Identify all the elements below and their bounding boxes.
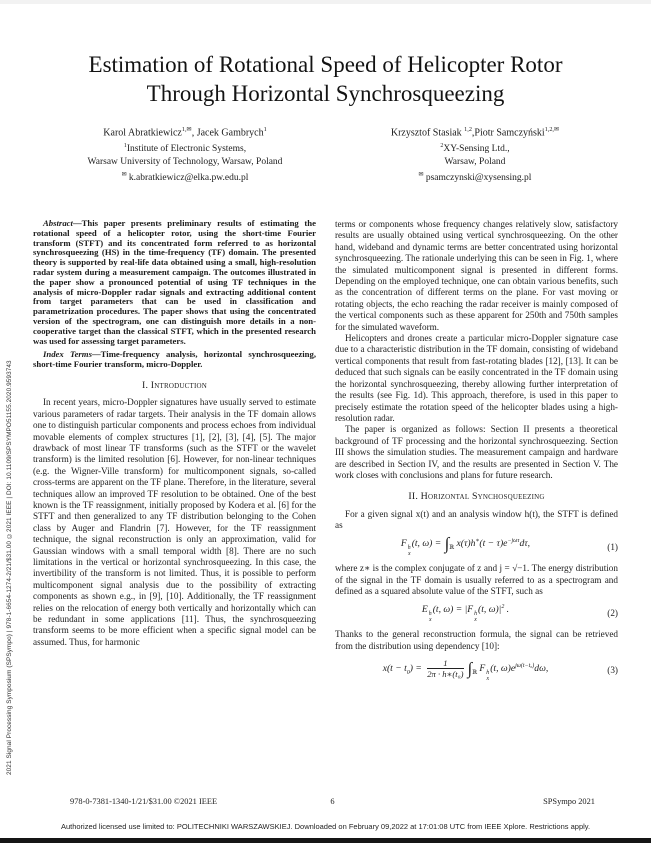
abstract-paragraph <box>33 219 316 346</box>
stft-intro-paragraph: For a given signal x(t) and an analysis window h(t), the STFT is defined as <box>335 508 618 531</box>
affiliation-left-line1: $^1$Institute of Electronic Systems, <box>123 143 247 155</box>
footer-row <box>70 797 595 806</box>
paper-title-line1: Estimation of Rotational Speed of Helicopter Rotor <box>88 52 563 77</box>
email-left: ✉ k.abratkiewicz@elka.pw.edu.pl <box>121 171 249 184</box>
equation-3-row <box>335 658 618 683</box>
introduction-continuation-paragraph: terms or components whose frequency changes relatively slow, satisfactory results are usually obtained using vertical synchrosqueezing. On the other hand, wideband and dynamic terms are better concentrated using horizontal synchrosqueezing. The rationale underlying this can be seen in Fig. 1, where the simulated multicomponent signal is presented in different forms. Depending on the employed technique, one can obtain various benefits, such as the concentration of different terms on the plane. For vast moving or rotating objects, the echo reaching the radar receiver is mainly composed of the vertical components such as these apparent for 250th and 750th samples for the simulated waveform. <box>335 219 618 332</box>
paper-title-line2: Through Horizontal Synchrosqueezing <box>146 81 505 106</box>
reconstruction-paragraph: Thanks to the general reconstruction formula, the signal can be retrieved from the distribution using dependency [10]: <box>335 629 618 651</box>
spectrogram-paragraph: where z∗ is the complex conjugate of z and j = √−1. The energy distribution of the signal in the TF domain is usually referred to as a spectrogram and defined as a squared absolute value of the STFT, such as <box>335 563 618 597</box>
footer-page-number: 6 <box>330 797 335 806</box>
right-column <box>335 219 618 689</box>
email-right: ✉ psamczynski@xysensing.pl <box>418 171 532 184</box>
equation-2: E h x (t, ω) = |F h x (t, $\omega)|^2$ . <box>421 603 510 623</box>
equation-1: F h x (t, $\omega) = \int_ℝ$ $x(\tau)h^∗(t - \tau)e^{-j\omega\tau}d\tau$, <box>400 533 531 557</box>
paper-title <box>0 50 651 108</box>
equation-3-number: (3) <box>607 664 618 675</box>
author-block-left <box>40 124 330 185</box>
footer-conference: SPSympo 2021 <box>543 797 595 806</box>
section-heading-horizontal-synchrosqueezing: II. Horizontal Synchosqueezing <box>408 491 545 503</box>
license-notice: Authorized licensed use limited to: POLITECHNIKI WARSZAWSKIEJ. Downloaded on February 09,2022 at 17:01:08 UTC from IEEE Xplore. Restrictions apply. <box>60 822 591 831</box>
abstract-text: —This paper presents preliminary results of estimating the rotational speed of a helicopter rotor, using the short-time Fourier transform (STFT) and its concentrated form referred to as horizontal synchrosqueezing (HS) in the time-frequency (TF) domain. The presented theory is supported by real-life data obtained using a small, high-resolution radar system during a measurement campaign. The outcomes illustrated in the paper show a pronounced potential of using TF techniques in the analysis of micro-Doppler radar signals and extracting additional content from target parameters that can be used in classification and parametrization procedures. The paper shows that using the concentrated version of the spectrogram, one can distinguish more details in a non-cooperative target than the classical STFT, which in the presented research was used for assessing target parameters. <box>33 218 316 346</box>
affiliation-right-line2: Warsaw, Poland <box>444 157 506 168</box>
section-heading-introduction: I. Introduction <box>141 379 208 391</box>
equation-1-row <box>335 533 618 558</box>
page-top-strip <box>0 0 651 4</box>
footer-isbn: 978-0-7381-1340-1/21/$31.00 ©2021 IEEE <box>70 797 218 806</box>
left-column <box>33 219 316 689</box>
author-block-right <box>330 124 620 185</box>
index-terms-text: —Time-frequency analysis, horizontal synchrosqueezing, short-time Fourier transform, micro-Doppler. <box>33 349 316 370</box>
equation-3: $x(t - t_0)$ = $\frac{1}{\text{2π · h∗(t₀)}}$ $\int_ℝ$ F h x (t, $\omega)e^{j\omega(t-t_0)}d\omega$, <box>382 658 549 682</box>
equation-2-number: (2) <box>607 607 618 618</box>
helicopters-paragraph: Helicopters and drones create a particular micro-Doppler signature case due to a characteristic distribution in the TF domain, consisting of wideband vertical components that result from fast-rotating blades [12], [13]. It can be deduced that such signals can be easily concentrated in the TF domain using the horizontal synchrosqueezing, thereby allowing further interpretation of the results (see Fig. 1d). This approach, therefore, is used in this paper to precisely estimate the rotation speed of the helicopter blades using a high-resolution radar. <box>335 333 618 423</box>
affiliation-right-line1: $^2$XY-Sensing Ltd., <box>440 143 510 155</box>
equation-1-number: (1) <box>607 541 618 552</box>
abstract-label: Abstract <box>43 218 73 228</box>
page-bottom-bar <box>0 838 651 843</box>
paper-organization-paragraph: The paper is organized as follows: Section II presents a theoretical background of TF processing and the horizontal synchrosqueezing. Section III shows the simulation studies. The measurement campaign and hardware are described in Section IV, and the results are presented in Section V. The work closes with conclusions and plans for future research. <box>335 424 618 480</box>
index-terms-label: Index Terms <box>43 349 92 360</box>
affiliation-left-line2: Warsaw University of Technology, Warsaw, Poland <box>87 157 283 168</box>
index-terms-paragraph <box>33 350 316 370</box>
equation-2-row <box>335 604 618 624</box>
author-names-right: Krzysztof Stasiak $^{1,2}$,Piotr Samczyński$^{1,2,✉}$ <box>390 126 560 139</box>
introduction-paragraph: In recent years, micro-Doppler signatures have usually served to estimate various parameters of radar targets. Their analysis in the TF domain allows one to distinguish particular components and process echoes from individual movable elements of complex structures [1], [2], [3], [4], [5]. The major drawback of most linear TF transforms (such as the STFT or the wavelet transform) is the limited resolution [6]. However, for non-linear techniques (e.g. the Wigner-Ville transform) for multicomponent signals, so-called cross-terms are apparent on the TF plane. Therefore, in the literature, several techniques allow an improved TF resolution to be obtained. One of the best known is the TF reassignment, initially proposed by Kodera et al. [6] for the STFT and then generalized to any TF distribution belonging to the Cohen class by Auger and Flandrin [7]. However, for the TF reassignment technique, the signal reconstruction is only an approximation, valid for Gaussian windows with a small temporal width [8]. There are no such limitations in the vertical or horizontal synchrosqueezing. In this case, the invertibility of the transform is not limited. Thus, it is possible to perform multicomponent signal analysis due to the possibility of extracting components as shown e.g., in [9], [10]. Additionally, the TF reassignment relies on the relocation of energy both vertically and horizontally which can be redundant in some applications [11]. Thus, the synchrosqueezing transform seems to be more efficient when a specific signal model can be assumed. Thus, for harmonic <box>33 397 316 647</box>
author-names-left: Karol Abratkiewicz$^{1,✉}$, Jacek Gambrych$^1$ <box>103 126 267 139</box>
author-block-row <box>40 124 620 185</box>
two-column-body <box>33 219 618 689</box>
ieee-xplore-side-stamp: 2021 Signal Processing Symposium (SPSympo) | 978-1-6654-1274-2/21/$31.00 ©2021 IEEE | DOI: 10.1109/SPSYMPO51155.2020.9593743 <box>6 360 13 775</box>
